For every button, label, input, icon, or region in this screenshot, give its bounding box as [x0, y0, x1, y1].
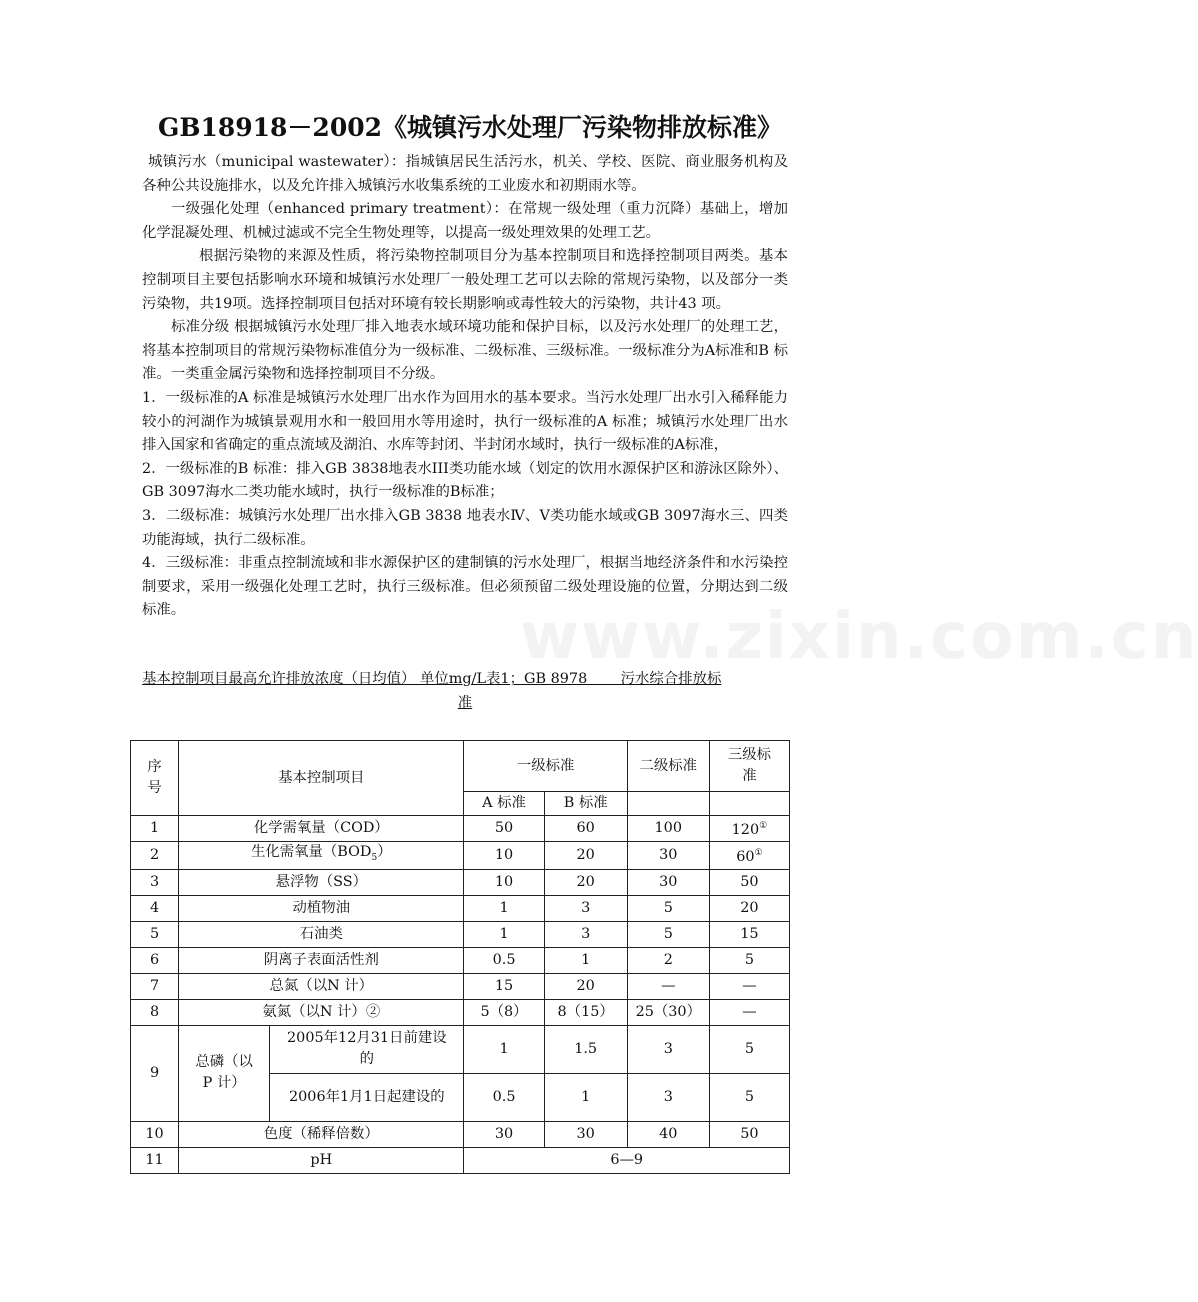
row-level3: 5: [709, 947, 789, 973]
row-level2: 3: [627, 1025, 709, 1073]
table-caption-line2: 准: [457, 695, 473, 711]
row-item: pH: [179, 1147, 464, 1173]
row-no: 11: [131, 1147, 179, 1173]
row-level3: [709, 842, 789, 870]
row-b: 20: [544, 869, 627, 895]
row-b: 20: [544, 842, 627, 870]
paragraph-control-items: 根据污染物的来源及性质，将污染物控制项目分为基本控制项目和选择控制项目两类。基本控制项目主要包括影响水环境和城镇污水处理厂一般处理工艺可以去除的常规污染物，以及部分一类污染物，共19项。选择控制项目包括对环境有较长期影响或毒性较大的污染物，共计43 项。: [142, 248, 788, 312]
row-b: 60: [544, 816, 627, 842]
row-a: 1: [464, 921, 544, 947]
header-level3: 三级标准: [709, 741, 789, 792]
table-row: [131, 869, 790, 895]
row-level3: —: [709, 973, 789, 999]
table-row: [131, 1147, 790, 1173]
paragraph-standard-levels: 标准分级 根据城镇污水处理厂排入地表水域环境功能和保护目标，以及污水处理厂的处理工艺，将基本控制项目的常规污染物标准值分为一级标准、二级标准、三级标准。一级标准分为A标准和B 标准。一类重金属污染物和选择控制项目不分级。: [142, 319, 788, 383]
row-level3: 5: [709, 1025, 789, 1073]
table-row: [131, 895, 790, 921]
row-level2: 5: [627, 895, 709, 921]
row-b: 20: [544, 973, 627, 999]
paragraph-enhanced-primary: 一级强化处理（enhanced primary treatment）：在常规一级处理（重力沉降）基础上，增加化学混凝处理、机械过滤或不完全生物处理等，以提高一级处理效果的处理工艺。: [142, 201, 788, 241]
row-a: 10: [464, 869, 544, 895]
row-item-text: 生化需氧量（BOD: [250, 844, 372, 860]
row-a: 5（8）: [464, 999, 544, 1025]
row-a: 1: [464, 1025, 544, 1073]
table-row: [131, 947, 790, 973]
paragraph-level3: 4．三级标准：非重点控制流域和非水源保护区的建制镇的污水处理厂，根据当地经济条件和水污染控制要求，采用一级强化处理工艺时，执行三级标准。但必须预留二级处理设施的位置，分期达到二级标准。: [142, 555, 788, 619]
row-no: 2: [131, 842, 179, 870]
row-level2: 3: [627, 1073, 709, 1121]
table-row: [131, 973, 790, 999]
row-a: 1: [464, 895, 544, 921]
row-item: 氨氮（以N 计）②: [179, 999, 464, 1025]
row-no: 10: [131, 1121, 179, 1147]
paragraph-municipal-wastewater: 城镇污水（municipal wastewater）：指城镇居民生活污水，机关、学校、医院、商业服务机构及各种公共设施排水，以及允许排入城镇污水收集系统的工业废水和初期雨水等。: [142, 154, 788, 194]
row-subitem: 2005年12月31日前建设的: [270, 1025, 464, 1073]
row-level2: 30: [627, 869, 709, 895]
row-b: 1: [544, 947, 627, 973]
header-level3-empty: [709, 792, 789, 816]
table-row: [131, 1025, 790, 1073]
footnote-mark: ①: [759, 821, 768, 832]
row-b: 8（15）: [544, 999, 627, 1025]
table-row: [131, 999, 790, 1025]
row-a: 15: [464, 973, 544, 999]
row-subitem: 2006年1月1日起建设的: [270, 1073, 464, 1121]
header-level2: 二级标准: [627, 741, 709, 792]
table-caption: [142, 667, 788, 715]
row-level3: [709, 816, 789, 842]
row-item: 化学需氧量（COD）: [179, 816, 464, 842]
header-a-standard: A 标准: [464, 792, 544, 816]
row-b: 3: [544, 895, 627, 921]
row-level2: 2: [627, 947, 709, 973]
document-body: [142, 151, 788, 623]
row-no: 8: [131, 999, 179, 1025]
row-level3: 5: [709, 1073, 789, 1121]
table-header-row: [131, 741, 790, 792]
paragraph-level2: 3．二级标准：城镇污水处理厂出水排入GB 3838 地表水Ⅳ、Ⅴ类功能水域或GB 3097海水三、四类功能海域，执行二级标准。: [142, 507, 788, 548]
row-a: 0.5: [464, 1073, 544, 1121]
row-a: 30: [464, 1121, 544, 1147]
header-seq: 序号: [131, 741, 179, 816]
row-item: 总氮（以N 计）: [179, 973, 464, 999]
row-no: 5: [131, 921, 179, 947]
row-item: 色度（稀释倍数）: [179, 1121, 464, 1147]
row-level3: 15: [709, 921, 789, 947]
row-no: 4: [131, 895, 179, 921]
row-level3: —: [709, 999, 789, 1025]
row-no: 3: [131, 869, 179, 895]
row-a: 50: [464, 816, 544, 842]
row-b: 1.5: [544, 1025, 627, 1073]
document-title: GB18918－2002《城镇污水处理厂污染物排放标准》: [157, 113, 783, 142]
table-row: [131, 1121, 790, 1147]
row-item: 石油类: [179, 921, 464, 947]
row-level2: —: [627, 973, 709, 999]
row-b: 3: [544, 921, 627, 947]
paragraph-level1-b: 2．一级标准的B 标准：排入GB 3838地表水III类功能水域（划定的饮用水源保护区和游泳区除外）、GB 3097海水二类功能水域时，执行一级标准的B标准；: [142, 460, 788, 501]
table-row: [131, 842, 790, 870]
row-level3: 50: [709, 869, 789, 895]
header-b-standard: B 标准: [544, 792, 627, 816]
header-item: 基本控制项目: [179, 741, 464, 816]
row-item-suffix: ）: [377, 844, 392, 860]
paragraph-level1-a: 1．一级标准的A 标准是城镇污水处理厂出水作为回用水的基本要求。当污水处理厂出水引入稀释能力较小的河湖作为城镇景观用水和一般回用水等用途时，执行一级标准的A 标准；城镇污水处理厂出水排入国家和省确定的重点流域及湖泊、水库等封闭、半封闭水域时，执行一级标准的A标准，: [142, 389, 788, 454]
row-item: [179, 842, 464, 870]
row-level3-value: 120: [731, 821, 760, 838]
row-item-subscript: 5: [371, 852, 378, 863]
standards-table: [130, 740, 790, 1174]
row-no: 6: [131, 947, 179, 973]
row-item: 悬浮物（SS）: [179, 869, 464, 895]
row-level3-value: 60: [736, 848, 755, 865]
row-level2: 40: [627, 1121, 709, 1147]
row-b: 1: [544, 1073, 627, 1121]
footnote-mark: ①: [754, 848, 763, 859]
row-a: 0.5: [464, 947, 544, 973]
row-no: 9: [131, 1025, 179, 1121]
row-ph-range: 6—9: [464, 1147, 790, 1173]
table-row: [131, 816, 790, 842]
watermark: www.zixin.com.cn: [520, 600, 1198, 674]
row-item: 阴离子表面活性剂: [179, 947, 464, 973]
header-level2-empty: [627, 792, 709, 816]
row-item: 动植物油: [179, 895, 464, 921]
row-level2: 5: [627, 921, 709, 947]
row-no: 7: [131, 973, 179, 999]
row-level2: 25（30）: [627, 999, 709, 1025]
row-group-total-phosphorus: 总磷（以P 计）: [179, 1025, 270, 1121]
row-b: 30: [544, 1121, 627, 1147]
row-level3: 20: [709, 895, 789, 921]
table-row: [131, 921, 790, 947]
header-level1: 一级标准: [464, 741, 627, 792]
row-a: 10: [464, 842, 544, 870]
row-level2: 100: [627, 816, 709, 842]
row-level3: 50: [709, 1121, 789, 1147]
table-caption-line1: 基本控制项目最高允许排放浓度（日均值） 单位mg/L表1；GB 8978 污水综合排放标: [142, 671, 722, 687]
row-no: 1: [131, 816, 179, 842]
row-level2: 30: [627, 842, 709, 870]
